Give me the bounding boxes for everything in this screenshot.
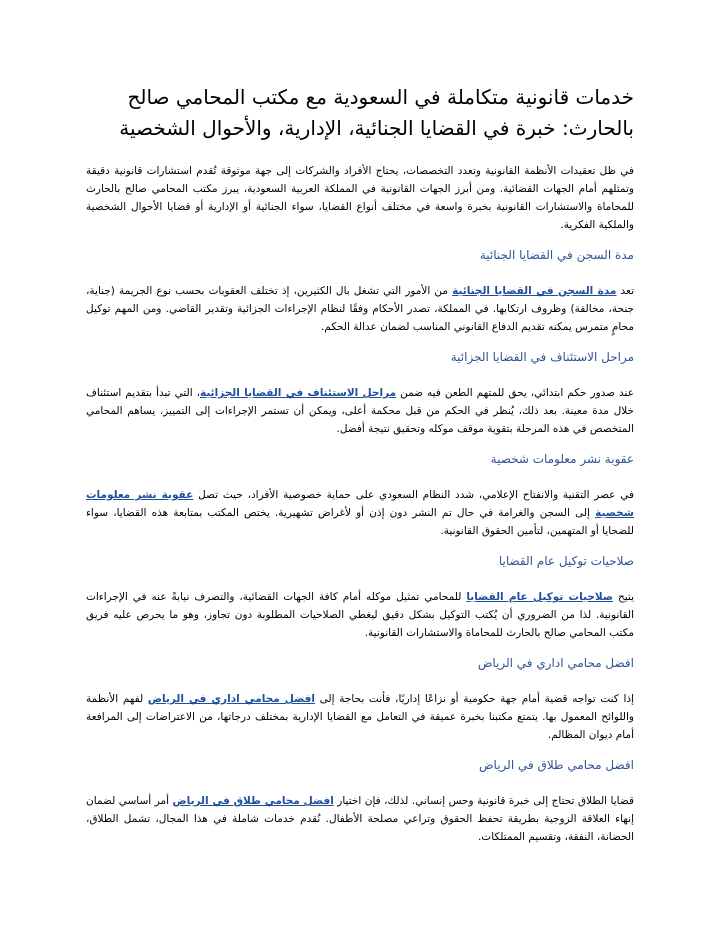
paragraph-text: في عصر التقنية والانفتاح الإعلامي، شدد النظام السعودي على حماية خصوصية الأفراد، حيث تصل [193,489,635,501]
section-heading-appeal-stages: مراحل الاستئناف في القضايا الجزائية [450,350,634,364]
section-paragraph [86,486,634,540]
keyword-link[interactable]: مدة السجن في القضايا الجنائية [452,285,617,297]
section-paragraph [86,384,634,438]
section-heading-administrative-lawyer: افضل محامي اداري في الرياض [477,656,634,670]
section-paragraph [86,282,634,336]
section-heading-power-of-attorney: صلاحيات توكيل عام القضايا [498,554,634,568]
paragraph-text: من الأمور التي تشغل بال الكثيرين، إذ تختلف العقوبات بحسب نوع الجريمة (جناية، جنحة، مخالفة) وظروف ارتكابها. في المملكة، تصدر الأحكام وفقًا لنظام الإجراءات الجزائية وتقدير القاضي. ومن المهم توكيل محامٍ متمرس يمكنه تقديم الدفاع القانوني المناسب لضمان عدالة الحكم. [86,285,634,333]
keyword-link[interactable]: افضل محامي طلاق في الرياض [172,795,334,807]
paragraph-text: قضايا الطلاق تحتاج إلى خبرة قانونية وحس إنساني. لذلك، فإن اختيار [333,795,634,807]
paragraph-text: إلى السجن والغرامة في حال تم النشر دون إذن أو لأغراض تشهيرية. يختص المكتب بمتابعة هذه القضايا، سواء للضحايا أو المتهمين، لتأمين الحقوق القانونية. [86,507,634,537]
paragraph-text: عند صدور حكم ابتدائي، يحق للمتهم الطعن فيه ضمن [396,387,634,399]
section-heading-personal-info-penalty: عقوبة نشر معلومات شخصية [490,452,634,466]
paragraph-text: يتيح [613,591,635,603]
paragraph-text: أمر أساسي لضمان إنهاء العلاقة الزوجية بطريقة تحفظ الحقوق وتراعي مصلحة الأطفال. نُقدم خدمات شاملة في هذا المجال، تشمل الطلاق، الحضانة، النفقة، وتقسيم الممتلكات. [86,795,634,843]
section-paragraph [86,690,634,744]
keyword-link[interactable]: صلاحيات توكيل عام القضايا [466,591,614,603]
keyword-link[interactable]: عقوبة نشر معلومات شخصية [86,489,634,519]
section-heading-divorce-lawyer: افضل محامي طلاق في الرياض [479,758,634,772]
keyword-link[interactable]: افضل محامي اداري في الرياض [147,693,315,705]
paragraph-text: لفهم الأنظمة واللوائح المعمول بها. يتمتع مكتبنا بخبرة عميقة في التعامل مع القضايا الإدارية بمختلف درجاتها، من الاعتراضات إلى المرافعة أمام ديوان المظالم. [86,693,634,741]
paragraph-text: للمحامي تمثيل موكله أمام كافة الجهات القضائية، والتصرف نيابةً عنه في الإجراءات القانونية. لذا من الضروري أن يُكتب التوكيل بشكل دقيق ليغطي الصلاحيات المطلوبة دون تجاوز، وهو ما يحرص عليه فريق مكتب المحامي صالح بالحارث للمحاماة والاستشارات القانونية. [86,591,634,639]
paragraph-text: ، التي تبدأ بتقديم استئناف خلال مدة معينة. بعد ذلك، يُنظر في الحكم من قبل محكمة أعلى، ويمكن أن تستمر الإجراءات إلى التمييز. يساهم المحامي المتخصص في هذه المرحلة بتقوية موقف موكله وتحقيق نتيجة أفضل. [86,387,634,435]
section-paragraph [86,792,634,846]
paragraph-text: إذا كنت تواجه قضية أمام جهة حكومية أو نزاعًا إداريًا، فأنت بحاجة إلى [315,693,634,705]
paragraph-text: تعد [616,285,635,297]
keyword-link[interactable]: مراحل الاستئناف في القضايا الجزائية [200,387,397,399]
intro-paragraph: في ظل تعقيدات الأنظمة القانونية وتعدد التخصصات، يحتاج الأفراد والشركات إلى جهة موثوقة تُقدم استشارات قانونية دقيقة وتمثلهم أمام الجهات القضائية. ومن أبرز الجهات القانونية في المملكة العربية السعودية، يبرز مكتب المحامي صالح بالحارث للمحاماة والاستشارات القانونية بخبرة واسعة في مختلف أنواع القضايا، سواء الجنائية أو الإدارية أو قضايا الأحوال الشخصية والملكية الفكرية. [86,165,634,231]
section-heading-prison-duration: مدة السجن في القضايا الجنائية [479,248,634,262]
document-title: خدمات قانونية متكاملة في السعودية مع مكتب المحامي صالح بالحارث: خبرة في القضايا الجنائية، الإدارية، والأحوال الشخصية [119,85,634,140]
section-paragraph [86,588,634,642]
